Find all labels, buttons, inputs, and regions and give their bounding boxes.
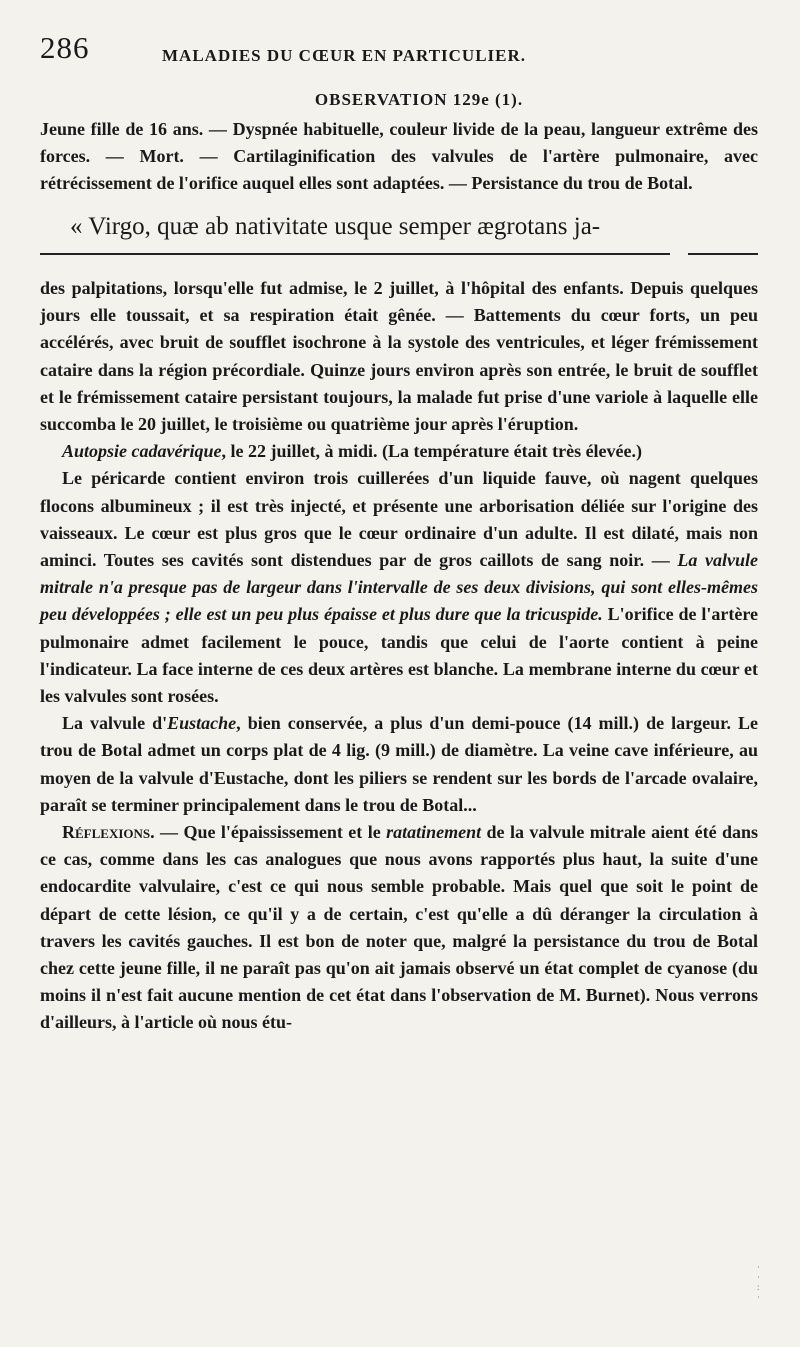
paragraph-history-text: des palpitations, lorsqu'elle fut admise, le 2 juillet, à l'hôpital des enfants. Depuis quelques jours elle toussait, et sa respiration était gênée. — Battements du cœur forts, un peu accélérés, avec bruit de soufflet isochrone à la systole des ventricules, et léger frémissement cataire dans la région précordiale. Quinze jours environ après son entrée, le bruit de soufflet et le frémissement cataire persistant toujours, la malade fut prise d'une variole à laquelle elle succomba le 20 juillet, le troisième ou quatrième jour après l'éruption. xyxy=(40,278,758,435)
paragraph-reflexions xyxy=(40,819,758,1037)
autopsy-text: , le 22 juillet, à midi. (La température était très élevée.) xyxy=(221,441,643,462)
autopsy-label: Autopsie cadavérique xyxy=(62,441,222,462)
body-text xyxy=(40,275,758,1037)
pericardium-text-a: Le péricarde contient environ trois cuillerées d'un liquide fauve, où nagent quelques flocons albumineux ; il est très injecté, et présente une arborisation déliée sur l'origine des vaisseaux. Le cœur est plus gros que le cœur ordinaire d'un adulte. Il est dilaté, mais non aminci. Toutes ses cavités sont distendues par de gros caillots de sang noir. — xyxy=(40,468,758,571)
separator-rules xyxy=(40,249,758,263)
paragraph-pericardium xyxy=(40,465,758,710)
reflexions-italic: ratatinement xyxy=(386,822,482,843)
pericardium-italic: La valvule mitrale n'a presque pas de largeur dans l'intervalle de ses deux divisions, qui sont elles-mêmes peu développées ; elle est un peu plus épaisse et plus dure que la tricuspide. xyxy=(40,550,758,625)
paragraph-eustache xyxy=(40,710,758,819)
page-number: 286 xyxy=(40,30,90,65)
paragraph-autopsy xyxy=(40,438,758,465)
page-header xyxy=(40,30,758,74)
eustache-text-a: La valvule d' xyxy=(62,713,168,734)
margin-specks: · · : · xyxy=(757,1262,760,1302)
paragraph-history xyxy=(40,275,758,438)
separator-rule-long xyxy=(40,253,670,255)
eustache-italic: Eustache xyxy=(167,713,237,734)
observation-summary: Jeune fille de 16 ans. — Dyspnée habituelle, couleur livide de la peau, langueur extrême des forces. — Mort. — Cartilaginification des valvules de l'artère pulmonaire, avec rétrécissement de l'orifice auquel elles sont adaptées. — Persistance du trou de Botal. xyxy=(40,119,758,193)
eustache-text-b: , bien conservée, a plus d'un demi-pouce (14 mill.) de largeur. Le trou de Botal admet un corps plat de 4 lig. (9 mill.) de diamètre. La veine cave inférieure, au moyen de la valvule d'Eustache, dont les piliers se rendent sur les bords de l'arcade ovalaire, paraît se terminer principalement dans le trou de Botal... xyxy=(40,713,758,815)
document-page xyxy=(40,30,758,1037)
reflexions-text-b: de la valvule mitrale aient été dans ce cas, comme dans les cas analogues que nous avons rapportés plus haut, la suite d'une endocardite valvulaire, c'est ce qui nous semble probable. Mais quel que soit le point de départ de cette lésion, ce qu'il y a de certain, c'est qu'elle a dû déranger la circulation à travers les cavités gauches. Il est bon de noter que, malgré la persistance du trou de Botal chez cette jeune fille, il ne paraît pas qu'on ait jamais observé un état complet de cyanose (du moins il n'est fait aucune mention de cet état dans l'observation de M. Burnet). Nous verrons d'ailleurs, à l'article où nous étu- xyxy=(40,822,758,1033)
running-title: MALADIES DU CŒUR EN PARTICULIER. xyxy=(162,46,527,65)
reflexions-text-a: — Que l'épaississement et le xyxy=(154,822,387,843)
latin-quote: « Virgo, quæ ab nativitate usque semper ægrotans ja- xyxy=(70,213,601,240)
separator-rule-short xyxy=(688,253,758,255)
observation-title: OBSERVATION 129e (1). xyxy=(314,90,524,109)
pericardium-text-b: L'orifice de l'artère pulmonaire admet facilement le pouce, tandis que celui de l'aorte contient à peine l'indicateur. La face interne de ces deux artères est blanche. La membrane interne du cœur et les valvules sont rosées. xyxy=(40,604,758,707)
reflexions-label: Réflexions. xyxy=(62,822,155,843)
